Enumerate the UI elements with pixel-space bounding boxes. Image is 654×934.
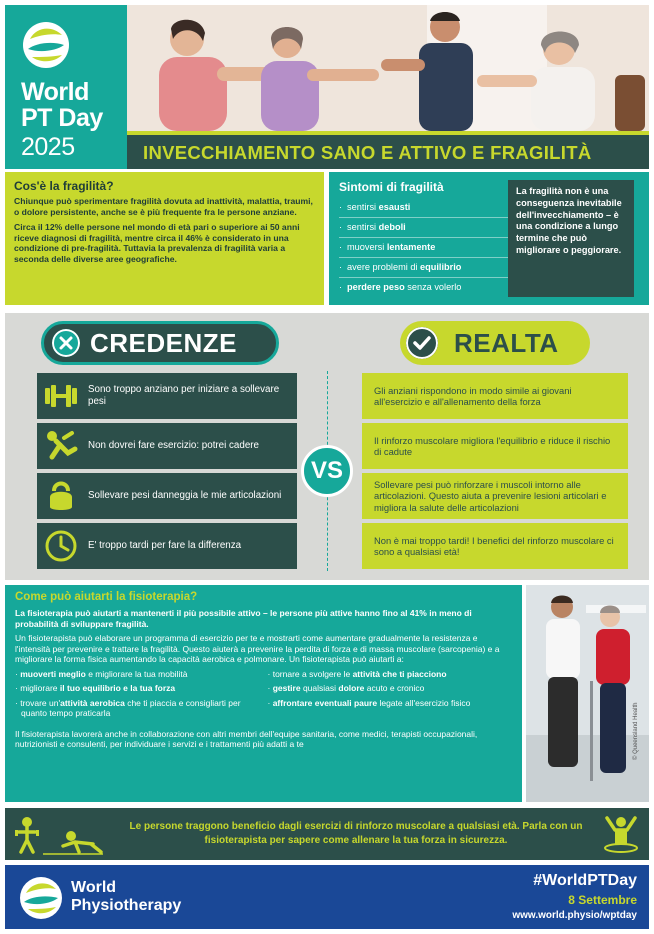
symptom-item <box>339 238 511 258</box>
clock-icon <box>42 527 80 565</box>
dumbbell-icon <box>42 377 80 415</box>
bullet-icon: · <box>339 282 343 292</box>
symptom-item <box>339 218 511 238</box>
physio-bullet: · muoverti meglio e migliorare la tua mobilità <box>15 668 188 679</box>
bullet-bold: il tuo equilibrio e la tua forza <box>59 683 176 693</box>
myth-card <box>37 473 297 519</box>
vs-badge: VS <box>301 445 353 497</box>
frailty-paragraph-2 <box>14 222 315 264</box>
banner-text: Le persone traggono beneficio dagli esercizi di rinforzo muscolare a qualsiasi età. Parla con un fisioterapista per sapere come allenare la tua forza in sicurezza. <box>129 821 583 846</box>
frailty-note-box: La fragilità non è una conseguenza inevitabile dell'invecchiamento – è una condizione a lungo termine che può migliorare o peggiorare. <box>508 180 634 297</box>
bullet-rest: legate all'esercizio fisico <box>377 697 471 708</box>
physio-body: Un fisioterapista può elaborare un programma di esercizio per te e mostrarti come aumentare gradualmente la resistenza e l'intensità per prevenire e trattare la fragilità. Questo aiuterà a prevenire la perdita di forza e di massa muscolare (sarcopenia) e a migliorare la forma fisica aumentando la capacità aerobica e polmonare. Un fisioterapista può aiutarti a: <box>15 633 500 664</box>
myth-card <box>37 423 297 469</box>
symptom-bold: lentamente <box>386 242 436 252</box>
physio-bullets-left <box>15 669 260 723</box>
myth-text: Non dovrei fare esercizio: potrei cadere <box>88 440 259 451</box>
bullet-pre: trovare un' <box>20 697 61 708</box>
reality-label: REALTA <box>454 328 559 358</box>
frailty-paragraph-1-text: Chiunque può sperimentare fragilità dovuta ad inattività, malattia, traumi, o dolore persistente, anche se è più frequente fra le persone anziane. <box>14 196 313 217</box>
bullet-bold: attività che ti piacciono <box>352 668 447 679</box>
bullet-rest: che ti piaccia e consigliarti per quanto tempo praticarla <box>21 697 241 718</box>
logo-line-world: World <box>21 78 89 106</box>
what-is-frailty-panel <box>5 172 324 305</box>
photo-credit: © Queensland Health <box>633 702 639 760</box>
bullet-icon: · <box>339 202 343 212</box>
symptom-text: sentirsi <box>347 202 379 212</box>
bullet-rest: qualsiasi <box>300 683 339 693</box>
bullet-pre: tornare a svolgere le <box>272 668 353 679</box>
myths-label: CREDENZE <box>90 328 238 358</box>
reality-header-pill <box>400 321 590 365</box>
logo-title <box>21 79 103 131</box>
myths-header-pill <box>41 321 279 365</box>
frailty-paragraph-1 <box>14 196 315 217</box>
cross-icon <box>52 329 80 357</box>
symptom-bold: esausti <box>378 202 411 212</box>
world-pt-day-emblem-icon <box>22 21 70 69</box>
org-name-line-2: Physiotherapy <box>71 897 182 914</box>
frailty-symptoms-panel <box>329 172 649 305</box>
website-url[interactable]: www.world.physio/wptday <box>512 910 637 921</box>
symptoms-list <box>339 198 511 297</box>
myth-card <box>37 373 297 419</box>
symptom-bold: perdere peso <box>347 282 405 292</box>
symptom-bold: deboli <box>378 222 406 232</box>
myth-text: E' troppo tardi per fare la differenza <box>88 540 242 551</box>
world-pt-day-logo <box>5 5 127 169</box>
world-physiotherapy-logo-icon <box>19 876 63 920</box>
header-photo-seniors-exercising <box>127 5 649 131</box>
physio-photo-walking-assist <box>526 585 649 802</box>
reality-card: Il rinforzo muscolare migliora l'equilibrio e riduce il rischio di cadute <box>362 423 628 469</box>
myth-text: Sono troppo anziano per iniziare a sollevare pesi <box>88 384 280 407</box>
physio-bullet: · trovare un'attività aerobica che ti piaccia e consigliarti per quanto tempo praticarla <box>15 697 241 718</box>
seniors-photo-illustration <box>127 5 649 131</box>
bullet-rest-2: acuto e cronico <box>364 683 425 693</box>
symptom-item <box>339 278 511 297</box>
symptoms-heading: Sintomi di fragilità <box>339 180 444 194</box>
symptom-item <box>339 258 511 278</box>
reality-card: Gli anziani rispondono in modo simile ai giovani all'esercizio e all'allenamento della forza <box>362 373 628 419</box>
page-title: INVECCHIAMENTO SANO E ATTIVO E FRAGILITÀ <box>143 142 592 163</box>
event-date: 8 Settembre <box>568 893 637 907</box>
org-name-line-1: World <box>71 879 117 896</box>
physio-bullets <box>15 669 512 723</box>
myth-text: Sollevare pesi danneggia le mie articolazioni <box>88 490 282 501</box>
physio-bullet: · affrontare eventuali paure legate all'esercizio fisico <box>267 697 471 708</box>
bullet-bold-2: dolore <box>338 683 365 693</box>
reality-card: Sollevare pesi può rinforzare i muscoli intorno alle articolazioni. Questo aiuta a prevenire lesioni articolari e migliora la salute delle articolazioni <box>362 473 628 519</box>
bullet-rest: e migliorare la tua mobilità <box>85 668 188 679</box>
title-bar <box>127 131 649 169</box>
symptom-text: avere problemi di <box>347 262 421 272</box>
falling-person-icon <box>42 427 80 465</box>
bullet-bold: attività aerobica <box>60 697 125 708</box>
frailty-heading: Cos'è la fragilità? <box>14 179 114 193</box>
bullet-pre: migliorare <box>20 683 60 693</box>
reality-card: Non è mai troppo tardi! I benefici del rinforzo muscolare ci sono a qualsiasi età! <box>362 523 628 569</box>
strength-banner <box>5 808 649 860</box>
bullet-bold: affrontare eventuali paure <box>272 697 378 708</box>
check-icon <box>406 327 438 359</box>
frailty-paragraph-2-text: Circa il 12% delle persone nel mondo di età pari o superiore ai 50 anni riceve diagnosi di fragilità, mentre circa il 46% è considerato in una condizione di pre-fragilità. Tuttavia la prevalenza di fragilità varia a seconda delle diverse aree geografiche. <box>14 222 300 264</box>
bullet-icon: · <box>339 242 343 252</box>
physio-bullet: · migliorare il tuo equilibrio e la tua forza <box>15 683 176 693</box>
physio-photo-illustration <box>526 585 649 802</box>
org-name <box>71 879 181 915</box>
footer <box>5 865 649 929</box>
symptom-text: sentirsi <box>347 222 379 232</box>
symptom-text-post: senza volerlo <box>404 282 462 292</box>
myth-card <box>37 523 297 569</box>
physiotherapy-help-section <box>5 585 522 802</box>
bullet-icon: · <box>339 262 343 272</box>
physio-bullets-right <box>268 669 513 723</box>
bullet-bold: gestire <box>272 683 301 693</box>
myths-vs-reality-section <box>5 313 649 580</box>
kettlebell-icon <box>42 477 80 515</box>
logo-year: 2025 <box>21 133 75 161</box>
logo-line-ptday: PT Day <box>21 104 103 132</box>
bullet-icon: · <box>339 222 343 232</box>
hashtag: #WorldPTDay <box>533 872 637 889</box>
symptom-bold: equilibrio <box>420 262 462 272</box>
physio-bullet: · tornare a svolgere le attività che ti piacciono <box>267 668 447 679</box>
header <box>5 5 649 169</box>
person-raising-arms-icon <box>599 812 643 856</box>
symptom-item <box>339 198 511 218</box>
exercise-figures-icon <box>13 812 105 856</box>
physio-closing: Il fisioterapista lavorerà anche in collaborazione con altri membri dell'equipe sanitaria, come medici, terapisti occupazionali, nutrizionisti e consulenti, per individuare i servizi e i trattamenti più adatti a te <box>15 728 478 749</box>
physio-heading: Come può aiutarti la fisioterapia? <box>15 591 198 603</box>
symptom-text: muoversi <box>347 242 387 252</box>
physio-lead: La fisioterapia può aiutarti a mantenerti il più possibile attivo – le persone più attive hanno fino al 41% in meno di probabilità di sviluppare fragilità. <box>15 608 472 629</box>
physio-bullet: · gestire qualsiasi dolore acuto e cronico <box>267 683 425 693</box>
bullet-bold: muoverti meglio <box>20 668 86 679</box>
